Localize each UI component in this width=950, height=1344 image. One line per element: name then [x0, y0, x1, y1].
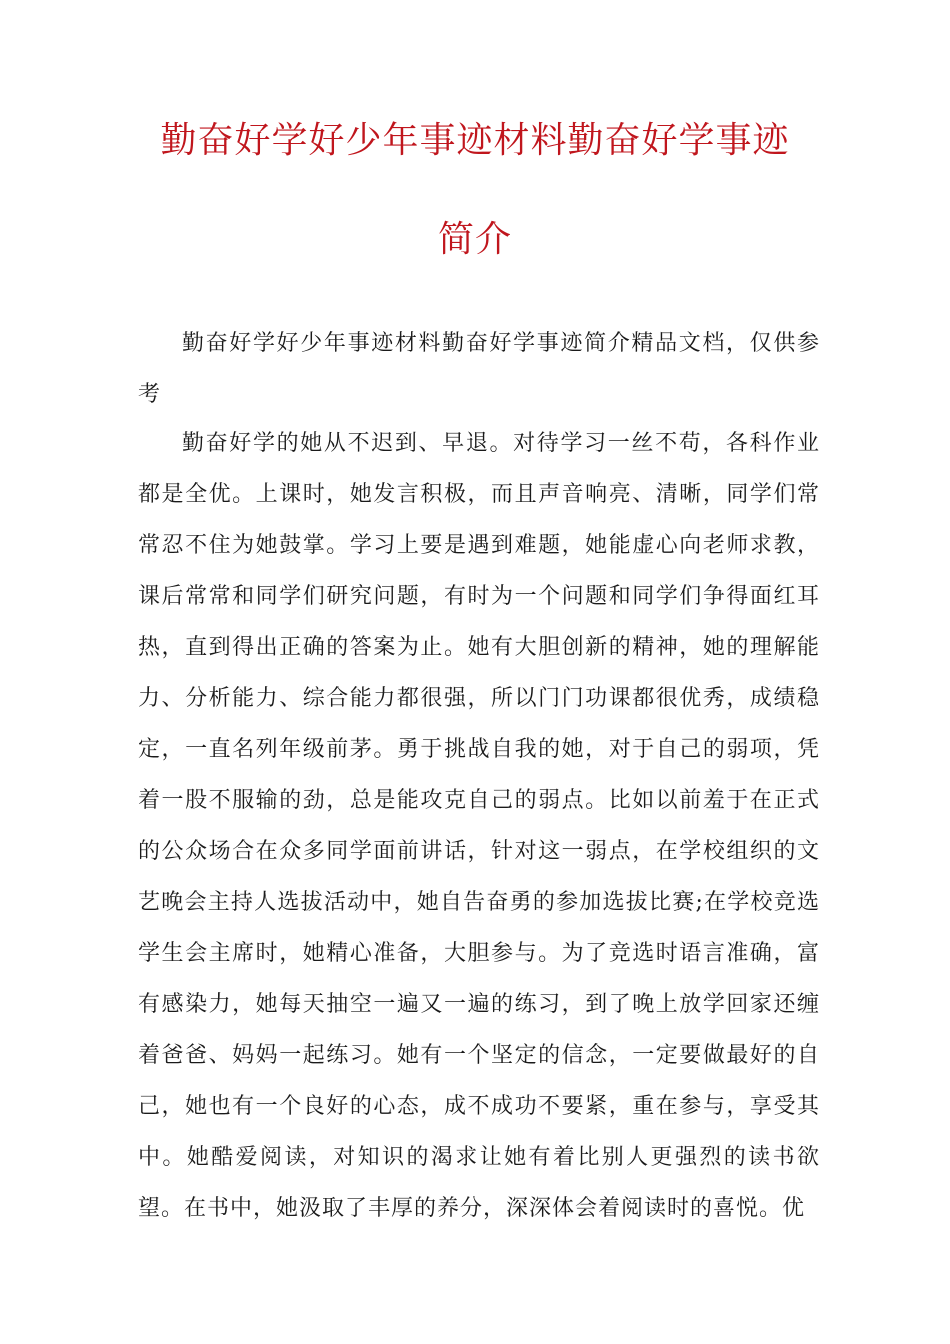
- document-title-line-2: 简介: [437, 219, 512, 260]
- document-title-line-1: 勤奋好学好少年事迹材料勤奋好学事迹: [160, 120, 790, 161]
- intro-paragraph: 勤奋好学好少年事迹材料勤奋好学事迹简介精品文档，仅供参考: [138, 331, 820, 407]
- body-paragraph: 勤奋好学的她从不迟到、早退。对待学习一丝不苟，各科作业都是全优。上课时，她发言积极，而且声音响亮、清晰，同学们常常忍不住为她鼓掌。学习上要是遇到难题，她能虚心向老师求教，课后常常和同学们研究问题，有时为一个问题和同学们争得面红耳热，直到得出正确的答案为止。她有大胆创新的精神，她的理解能力、分析能力、综合能力都很强，所以门门功课都很优秀，成绩稳定，一直名列年级前茅。勇于挑战自我的她，对于自己的弱项，凭着一股不服输的劲，总是能攻克自己的弱点。比如以前羞于在正式的公众场合在众多同学面前讲话，针对这一弱点，在学校组织的文艺晚会主持人选拔活动中，她自告奋勇的参加选拔比赛;在学校竞选学生会主席时，她精心准备，大胆参与。为了竞选时语言准确，富有感染力，她每天抽空一遍又一遍的练习，到了晚上放学回家还缠着爸爸、妈妈一起练习。她有一个坚定的信念，一定要做最好的自己，她也有一个良好的心态，成不成功不要紧，重在参与，享受其中。她酷爱阅读，对知识的渴求让她有着比别人更强烈的读书欲望。在书中，她汲取了丰厚的养分，深深体会着阅读时的喜悦。优: [138, 431, 820, 1221]
